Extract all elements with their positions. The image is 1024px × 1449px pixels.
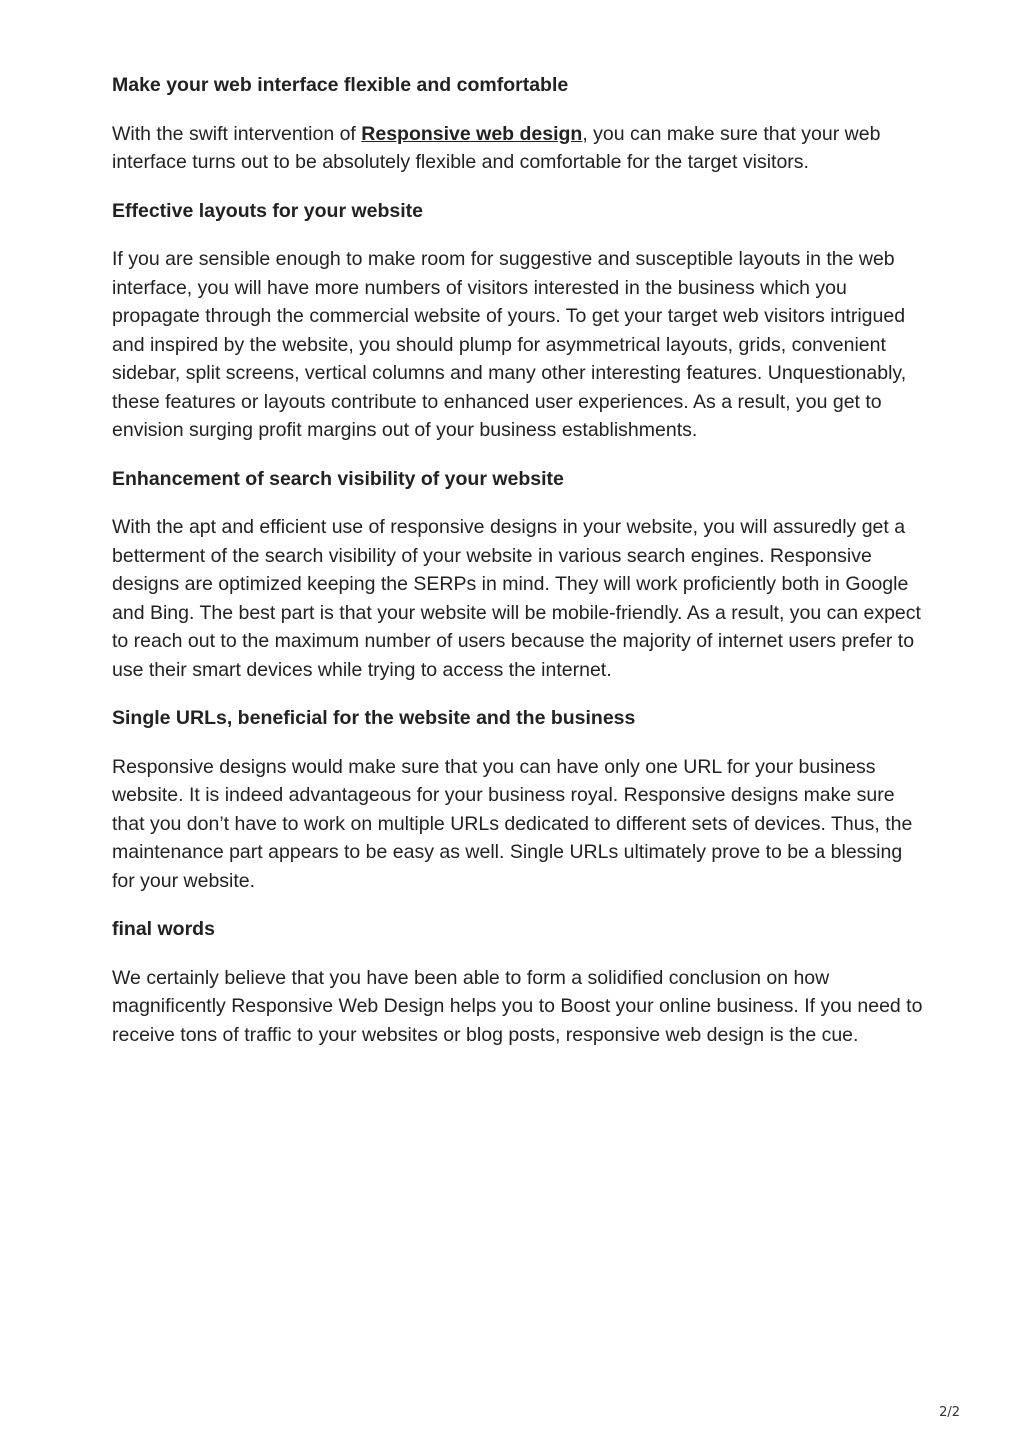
section-paragraph-single-urls: Responsive designs would make sure that you can have only one URL for your business website. It is indeed advantageous for your business royal. Responsive designs make sure that you don’t have to work on multiple URLs dedicated to different sets of devices. Thus, the maintenance part appears to be easy as well. Single URLs ultimately prove to be a blessing for your website. [112,755,913,892]
section-heading-flexible-interface: Make your web interface flexible and comfortable [112,74,569,96]
section-heading-effective-layouts: Effective layouts for your website [112,199,424,222]
responsive-web-design-link[interactable]: Responsive web design [361,122,583,145]
section-paragraph-flexible-interface [112,120,927,177]
page-number: 2/2 [939,1405,960,1420]
section-heading-final-words: final words [112,918,215,940]
paragraph-text-before-link: With the swift intervention of [112,122,362,145]
document-body [112,71,927,1069]
section-paragraph-final-words: We certainly believe that you have been able to form a solidified conclusion on how magnificently Responsive Web Design helps you to Boost your online business. If you need to receive tons of traffic to your websites or blog posts, responsive web design is the cue. [112,966,923,1046]
section-paragraph-effective-layouts: If you are sensible enough to make room for suggestive and susceptible layouts in the web interface, you will have more numbers of visitors interested in the business which you propagate through the commercial website of yours. To get your target web visitors intrigued and inspired by the website, you should plump for asymmetrical layouts, grids, convenient sidebar, split screens, vertical columns and many other interesting features. Unquestionably, these features or layouts contribute to enhanced user experiences. As a result, you get to envision surging profit margins out of your business establishments. [112,248,907,441]
section-paragraph-search-visibility: With the apt and efficient use of responsive designs in your website, you will assuredly get a betterment of the search visibility of your website in various search engines. Responsive designs are optimized keeping the SERPs in mind. They will work proficiently both in Google and Bing. The best part is that your website will be mobile-friendly. As a result, you can expect to reach out to the maximum number of users because the majority of internet users prefer to use their smart devices while trying to access the internet. [112,516,921,681]
paragraph-text-after-link: , you can make sure that your web interface turns out to be absolutely flexible and comfortable for the target visitors. [112,122,881,173]
section-heading-single-urls: Single URLs, beneficial for the website and the business [112,707,636,729]
section-heading-search-visibility: Enhancement of search visibility of your website [112,467,564,490]
